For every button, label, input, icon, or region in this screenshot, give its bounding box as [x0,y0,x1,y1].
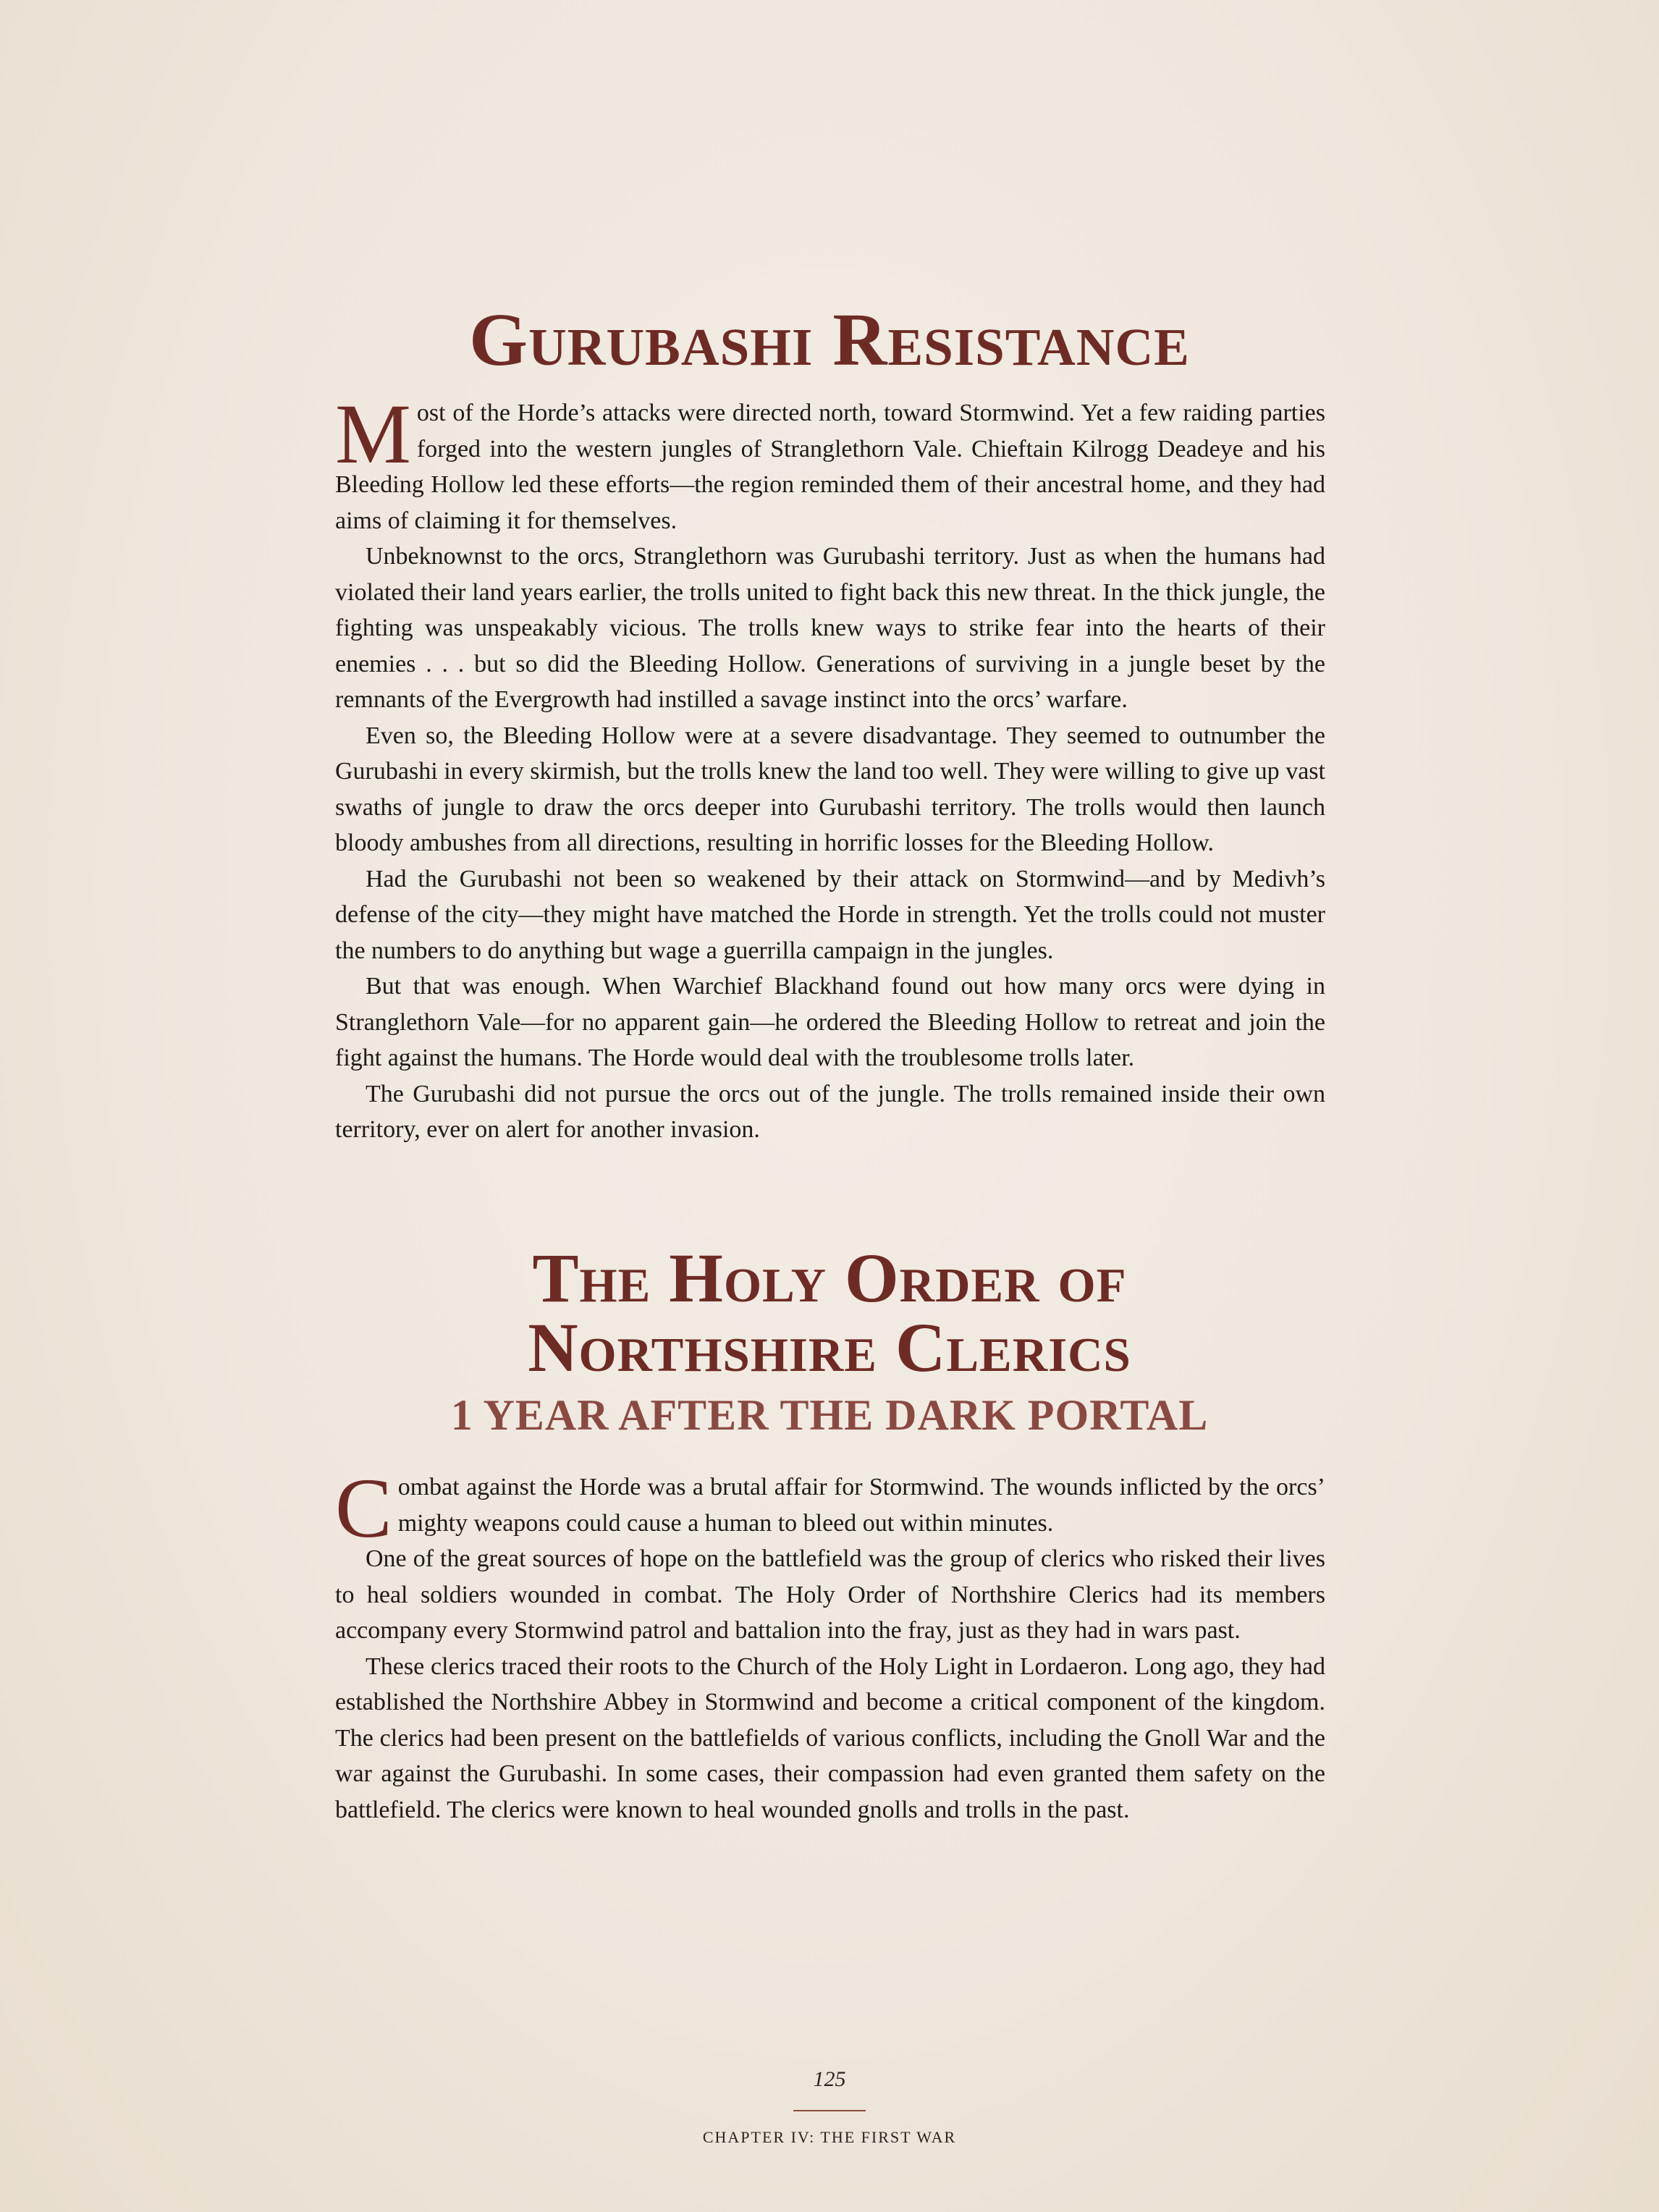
drop-cap: M [335,387,411,481]
paragraph: But that was enough. When Warchief Blackhand found out how many orcs were dying in Stranglethorn Vale—for no apparent gain—he ordered the Bleeding Hollow to retreat and join the fight against the humans. The Horde would deal with the troublesome trolls later. [335,973,1325,1071]
drop-cap: C [335,1461,392,1555]
footer-divider [793,2110,866,2111]
lead-paragraph [335,1461,1325,1555]
paragraph: One of the great sources of hope on the battlefield was the group of clerics who risked their lives to heal soldiers wounded in combat. The Holy Order of Northshire Clerics had its members accompany every Stormwind patrol and battalion into the fray, just as they had in wars past. [335,1545,1325,1644]
section-title-gurubashi: Gurubashi Resistance [469,298,1190,381]
chapter-running-footer: CHAPTER IV: THE FIRST WAR [702,2128,957,2146]
lead-paragraph-text: ost of the Horde’s attacks were directed north, toward Stormwind. Yet a few raiding parties forged into the western jungles of Stranglethorn Vale. Chieftain Kilrogg Deadeye and his Bleeding Hollow led these efforts—the region reminded them of their ancestral home, and they had aims of claiming it for themselves. [335,400,1325,534]
section-subtitle: 1 YEAR AFTER THE DARK PORTAL [450,1391,1209,1439]
title-line-2: Northshire Clerics [528,1309,1131,1386]
section-title-northshire [0,1239,1659,1386]
lead-paragraph [335,387,1325,539]
lead-paragraph-text: ombat against the Horde was a brutal affair for Stormwind. The wounds inflicted by the orcs’ mighty weapons could cause a human to bleed out within minutes. [397,1474,1325,1537]
title-line-1: The Holy Order of [532,1239,1127,1317]
paragraph: Even so, the Bleeding Hollow were at a severe disadvantage. They seemed to outnumber the Gurubashi in every skirmish, but the trolls knew the land too well. They were willing to give up vast swaths of jungle to draw the orcs deeper into Gurubashi territory. The trolls would then launch bloody ambushes from all directions, resulting in horrific losses for the Bleeding Hollow. [335,722,1325,856]
paragraph: Unbeknownst to the orcs, Stranglethorn was Gurubashi territory. Just as when the humans had violated their land years earlier, the trolls united to fight back this new threat. In the thick jungle, the fighting was unspeakably vicious. The trolls knew ways to strike fear into the hearts of their enemies . . . but so did the Bleeding Hollow. Generations of surviving in a jungle beset by the remnants of the Evergrowth had instilled a savage instinct into the orcs’ warfare. [335,543,1325,713]
page-number: 125 [813,2067,846,2091]
paragraph: These clerics traced their roots to the Church of the Holy Light in Lordaeron. Long ago, they had established the Northshire Abbey in Stormwind and become a critical component of the kingdom. The clerics had been present on the battlefields of various conflicts, including the Gnoll War and the war against the Gurubashi. In some cases, their compassion had even granted them safety on the battlefield. The clerics were known to heal wounded gnolls and trolls in the past. [335,1652,1325,1823]
paragraph: The Gurubashi did not pursue the orcs out of the jungle. The trolls remained inside their own territory, ever on alert for another invasion. [335,1080,1325,1143]
section-body-northshire [335,1461,1325,1828]
paragraph: Had the Gurubashi not been so weakened by their attack on Stormwind—and by Medivh’s defense of the city—they might have matched the Horde in strength. Yet the trolls could not muster the numbers to do anything but wage a guerrilla campaign in the jungles. [335,865,1325,964]
section-body-gurubashi [335,387,1325,1148]
